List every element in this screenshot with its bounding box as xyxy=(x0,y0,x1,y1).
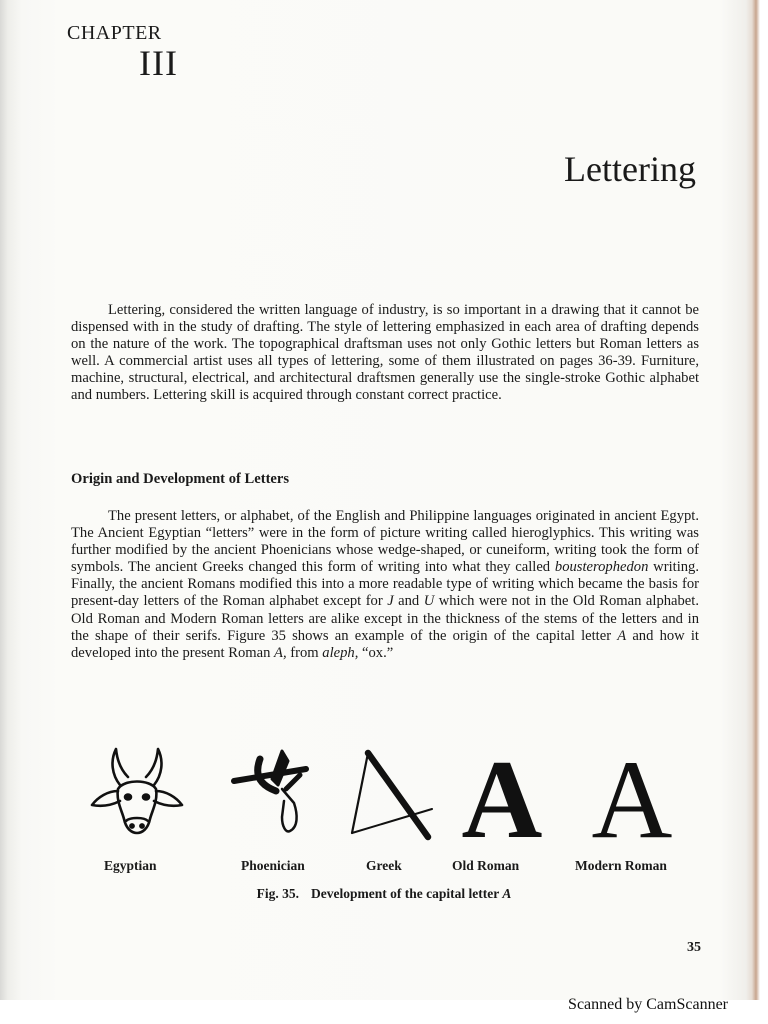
figure-caption-italic: A xyxy=(502,886,512,901)
chapter-label: CHAPTER xyxy=(67,22,162,44)
modern-roman-a-letter: A xyxy=(591,745,673,841)
origin-text-3: which were not in the Old Roman alphabet. Old Roman and Modern Roman letters are alike except in the thickness of the stems of the letters and in the shape of their serifs. Figure 35 shows an example of the origin of the capital letter xyxy=(71,593,699,644)
label-egyptian: Egyptian xyxy=(104,858,157,873)
italic-u: U xyxy=(423,593,435,610)
origin-text-6: “ox.” xyxy=(358,644,394,661)
figure-caption xyxy=(0,886,768,902)
origin-text-1: The present letters, or alphabet, of the English and Philippine languages originated in ancient Egypt. The Ancient Egyptian “letters” were in the form of picture writing called hieroglyphics. This writing was further modified by the ancient Phoenicians whose wedge-shaped, or cuneiform, writing took the form of symbols. The ancient Greeks changed this form of writing into what they called xyxy=(71,508,699,576)
letter-development-figure xyxy=(80,745,720,845)
italic-aleph: aleph, xyxy=(322,644,359,661)
italic-bousterophedon: bousterophedon xyxy=(554,559,649,576)
italic-a-1: A xyxy=(617,627,627,644)
section-heading: Origin and Development of Letters xyxy=(71,471,290,487)
label-modern-roman: Modern Roman xyxy=(575,858,667,873)
origin-paragraph xyxy=(71,508,699,662)
old-roman-a-letter: A xyxy=(461,745,543,841)
intro-paragraph: Lettering, considered the written language of industry, is so important in a drawing that it cannot be dispensed with in the study of drafting. The style of lettering emphasized in each area of drafting depends on the nature of the work. The topographical draftsman uses not only Gothic letters but Roman letters as well. A commercial artist uses all types of lettering, some of them illustrated on pages 36-39. Furniture, machine, structural, electrical, and architectural draftsmen generally use the single-stroke Gothic alphabet and numbers. Lettering skill is acquired through constant correct practice. xyxy=(71,302,699,404)
old-roman-a-glyph xyxy=(460,745,544,841)
label-phoenician: Phoenician xyxy=(241,858,305,873)
origin-text-2: writing. Finally, the ancient Romans modified this into a more readable type of writing which became the basis for present-day letters of the Roman alphabet except for xyxy=(71,559,699,610)
figure-number: Fig. 35. xyxy=(256,886,300,901)
origin-text-4: and how it developed into the present Roman xyxy=(71,627,699,661)
phoenician-aleph-glyph xyxy=(230,745,310,841)
label-greek: Greek xyxy=(366,858,402,873)
chapter-number: III xyxy=(139,43,178,83)
page-number: 35 xyxy=(687,940,701,955)
scanner-watermark: Scanned by CamScanner xyxy=(568,996,728,1013)
italic-j: J xyxy=(387,593,394,610)
chapter-title: Lettering xyxy=(564,149,696,189)
label-old-roman: Old Roman xyxy=(452,858,520,873)
origin-text-and: and xyxy=(393,593,424,610)
figure-caption-text: Development of the capital letter xyxy=(311,886,503,901)
modern-roman-a-glyph xyxy=(590,745,674,841)
italic-a-2: A, xyxy=(274,644,287,661)
origin-text-5: from xyxy=(286,644,323,661)
egyptian-ox-head-glyph xyxy=(90,745,184,841)
greek-alpha-glyph xyxy=(348,745,434,841)
